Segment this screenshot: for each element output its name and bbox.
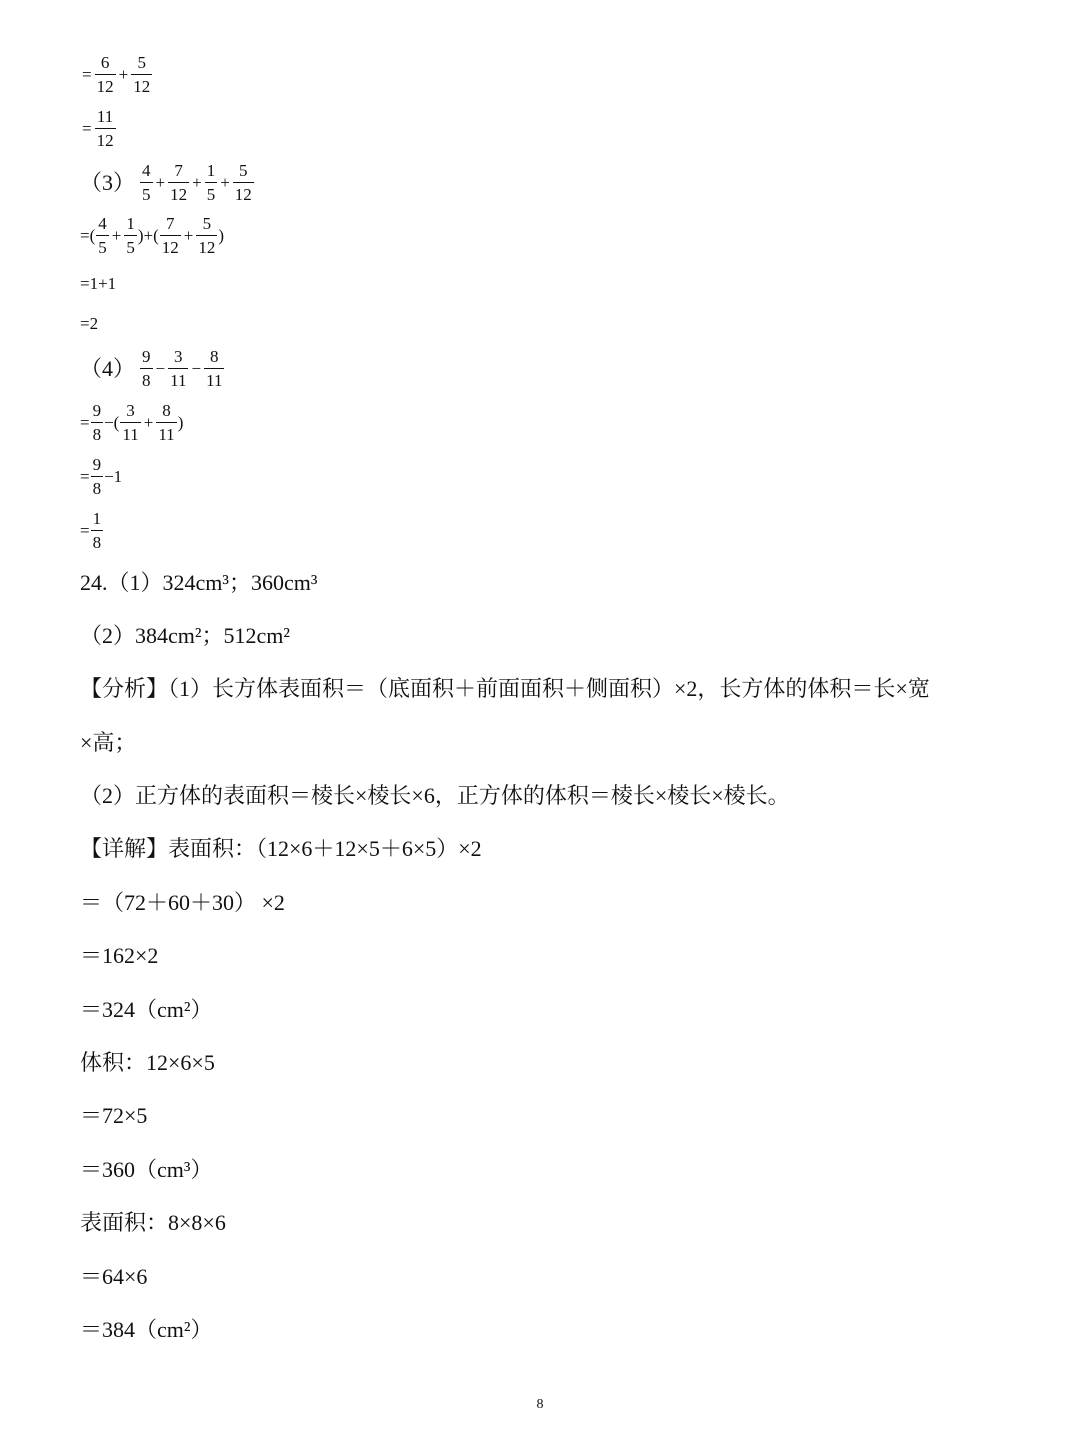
fraction: $\frac{3}{11}$ xyxy=(122,401,139,444)
problem-3-step-1: =( $\frac{4}{5}$ + $\frac{1}{5}$ )+( $\frac{7}{12}$ + $\frac{5}{12}$ ) xyxy=(80,214,225,257)
problem-4-step-3: = $\frac{1}{8}$ xyxy=(80,509,102,552)
analysis-line-2: （2）正方体的表面积＝棱长×棱长×6，正方体的体积＝棱长×棱长×棱长。 xyxy=(80,783,790,808)
cube-area-line-3: ＝384（cm²） xyxy=(80,1317,213,1342)
detail-line-3: ＝162×2 xyxy=(80,943,159,968)
detail-line-2: ＝（72＋60＋30） ×2 xyxy=(80,890,285,915)
problem-4-question: （4） $\frac{9}{8}$ − $\frac{3}{11}$ − $\frac{8}{11}$ xyxy=(80,347,223,390)
calc-step-sum xyxy=(80,54,153,95)
plus-sign: + xyxy=(118,65,129,84)
equals-sign: = xyxy=(82,65,92,84)
problem-3-step-2: =1+1 xyxy=(80,274,117,293)
fraction: $\frac{9}{8}$ xyxy=(92,401,102,444)
answer-24-part-1: 24.（1）324cm³；360cm³ xyxy=(80,570,318,595)
fraction: $\frac{3}{11}$ xyxy=(170,347,187,390)
analysis-line-1-cont: ×高； xyxy=(80,730,137,755)
analysis-line-1: 【分析】（1）长方体表面积＝（底面积＋前面面积＋侧面积）×2，长方体的体积＝长×宽 xyxy=(80,676,930,701)
fraction: $\frac{11}{12}$ xyxy=(96,107,114,150)
answer-24-part-2: （2）384cm²；512cm² xyxy=(80,623,290,648)
volume-line-2: ＝72×5 xyxy=(80,1103,148,1128)
problem-label: （4） xyxy=(80,355,136,381)
cube-area-line-1: 表面积：8×8×6 xyxy=(80,1210,226,1235)
problem-4-step-1: = $\frac{9}{8}$ −( $\frac{3}{11}$ + $\frac{8}{11}$ ) xyxy=(80,401,184,444)
fraction: $\frac{5}{12}$ xyxy=(198,214,216,257)
fraction: $\frac{7}{12}$ xyxy=(170,161,188,204)
problem-label: （3） xyxy=(80,169,136,195)
detail-line-1: 【详解】表面积：（12×6＋12×5＋6×5）×2 xyxy=(80,836,482,861)
volume-line-1: 体积：12×6×5 xyxy=(80,1050,215,1075)
fraction: $\frac{6}{12}$ xyxy=(96,53,114,96)
fraction: $\frac{7}{12}$ xyxy=(161,214,179,257)
fraction: $\frac{1}{5}$ xyxy=(206,161,216,204)
calc-step-result xyxy=(80,108,117,149)
fraction: $\frac{4}{5}$ xyxy=(98,214,107,257)
equals-sign: = xyxy=(82,119,92,138)
fraction: $\frac{1}{5}$ xyxy=(126,214,135,257)
fraction: $\frac{9}{8}$ xyxy=(142,347,151,390)
volume-line-3: ＝360（cm³） xyxy=(80,1157,213,1182)
fraction: $\frac{5}{12}$ xyxy=(133,53,151,96)
problem-3-step-3: =2 xyxy=(80,314,99,333)
problem-4-step-2: = $\frac{9}{8}$ −1 xyxy=(80,455,123,498)
page-number: 8 xyxy=(536,1397,544,1412)
fraction: $\frac{8}{11}$ xyxy=(158,401,175,444)
cube-area-line-2: ＝64×6 xyxy=(80,1264,148,1289)
fraction: $\frac{9}{8}$ xyxy=(92,455,102,498)
fraction: $\frac{1}{8}$ xyxy=(92,509,102,552)
fraction: $\frac{5}{12}$ xyxy=(234,161,252,204)
fraction: $\frac{8}{11}$ xyxy=(206,347,223,390)
fraction: $\frac{4}{5}$ xyxy=(142,161,151,204)
detail-line-4: ＝324（cm²） xyxy=(80,997,213,1022)
problem-3-question: （3） $\frac{4}{5}$ + $\frac{7}{12}$ + $\frac{1}{5}$ + $\frac{5}{12}$ xyxy=(80,161,252,204)
